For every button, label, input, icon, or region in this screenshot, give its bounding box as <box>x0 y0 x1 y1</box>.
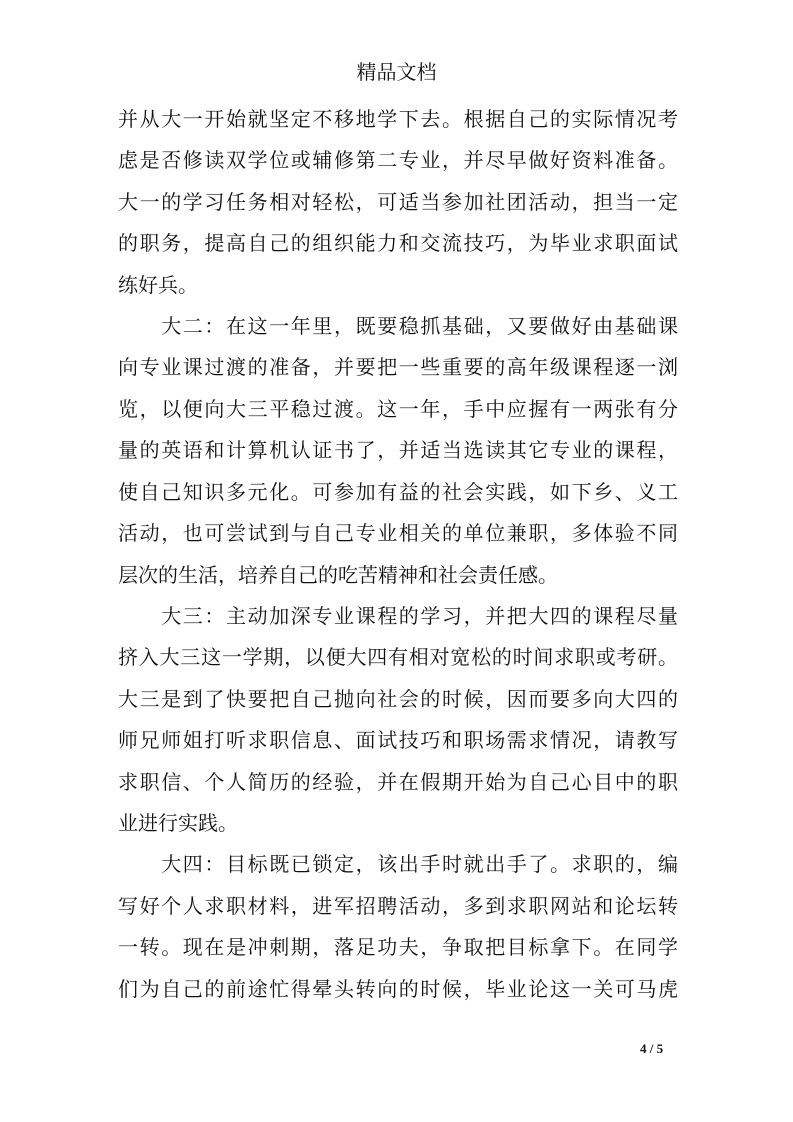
text-line: 大一的学习任务相对轻松，可适当参加社团活动，担当一定 <box>118 190 678 214</box>
text-line: 使自己知识多元化。可参加有益的社会实践，如下乡、义工 <box>118 480 678 504</box>
text-line: 的职务，提高自己的组织能力和交流技巧，为毕业求职面试 <box>118 231 678 255</box>
page-header-title: 精品文档 <box>356 60 437 84</box>
text-line: 向专业课过渡的准备，并要把一些重要的高年级课程逐一浏 <box>118 355 678 379</box>
text-line: 层次的生活，培养自己的吃苦精神和社会责任感。 <box>118 563 558 587</box>
text-line: 们为自己的前途忙得晕头转向的时候，毕业论这一关可马虎 <box>118 977 678 1001</box>
text-line: 大三：主动加深专业课程的学习，并把大四的课程尽量 <box>118 604 678 628</box>
text-line: 大三是到了快要把自己抛向社会的时候，因而要多向大四的 <box>118 687 678 711</box>
text-line: 业进行实践。 <box>118 811 238 835</box>
page-number: 4 / 5 <box>640 1041 664 1056</box>
text-line: 大四：目标既已锁定，该出手时就出手了。求职的，编 <box>118 852 678 876</box>
text-line: 活动，也可尝试到与自己专业相关的单位兼职，多体验不同 <box>118 521 678 545</box>
text-line: 练好兵。 <box>118 273 198 297</box>
text-line: 写好个人求职材料，进军招聘活动，多到求职网站和论坛转 <box>118 894 678 918</box>
text-line: 一转。现在是冲刺期，落足功夫，争取把目标拿下。在同学 <box>118 935 678 959</box>
text-line: 师兄师姐打听求职信息、面试技巧和职场需求情况，请教写 <box>118 728 678 752</box>
text-line: 并从大一开始就坚定不移地学下去。根据自己的实际情况考 <box>118 107 678 131</box>
text-line: 挤入大三这一学期，以便大四有相对宽松的时间求职或考研。 <box>118 645 678 669</box>
text-line: 量的英语和计算机认证书了，并适当选读其它专业的课程， <box>118 438 678 462</box>
text-line: 虑是否修读双学位或辅修第二专业，并尽早做好资料准备。 <box>118 148 678 172</box>
text-line: 求职信、个人简历的经验，并在假期开始为自己心目中的职 <box>118 770 678 794</box>
text-line: 大二：在这一年里，既要稳抓基础，又要做好由基础课 <box>118 314 678 338</box>
text-line: 览，以便向大三平稳过渡。这一年，手中应握有一两张有分 <box>118 397 678 421</box>
